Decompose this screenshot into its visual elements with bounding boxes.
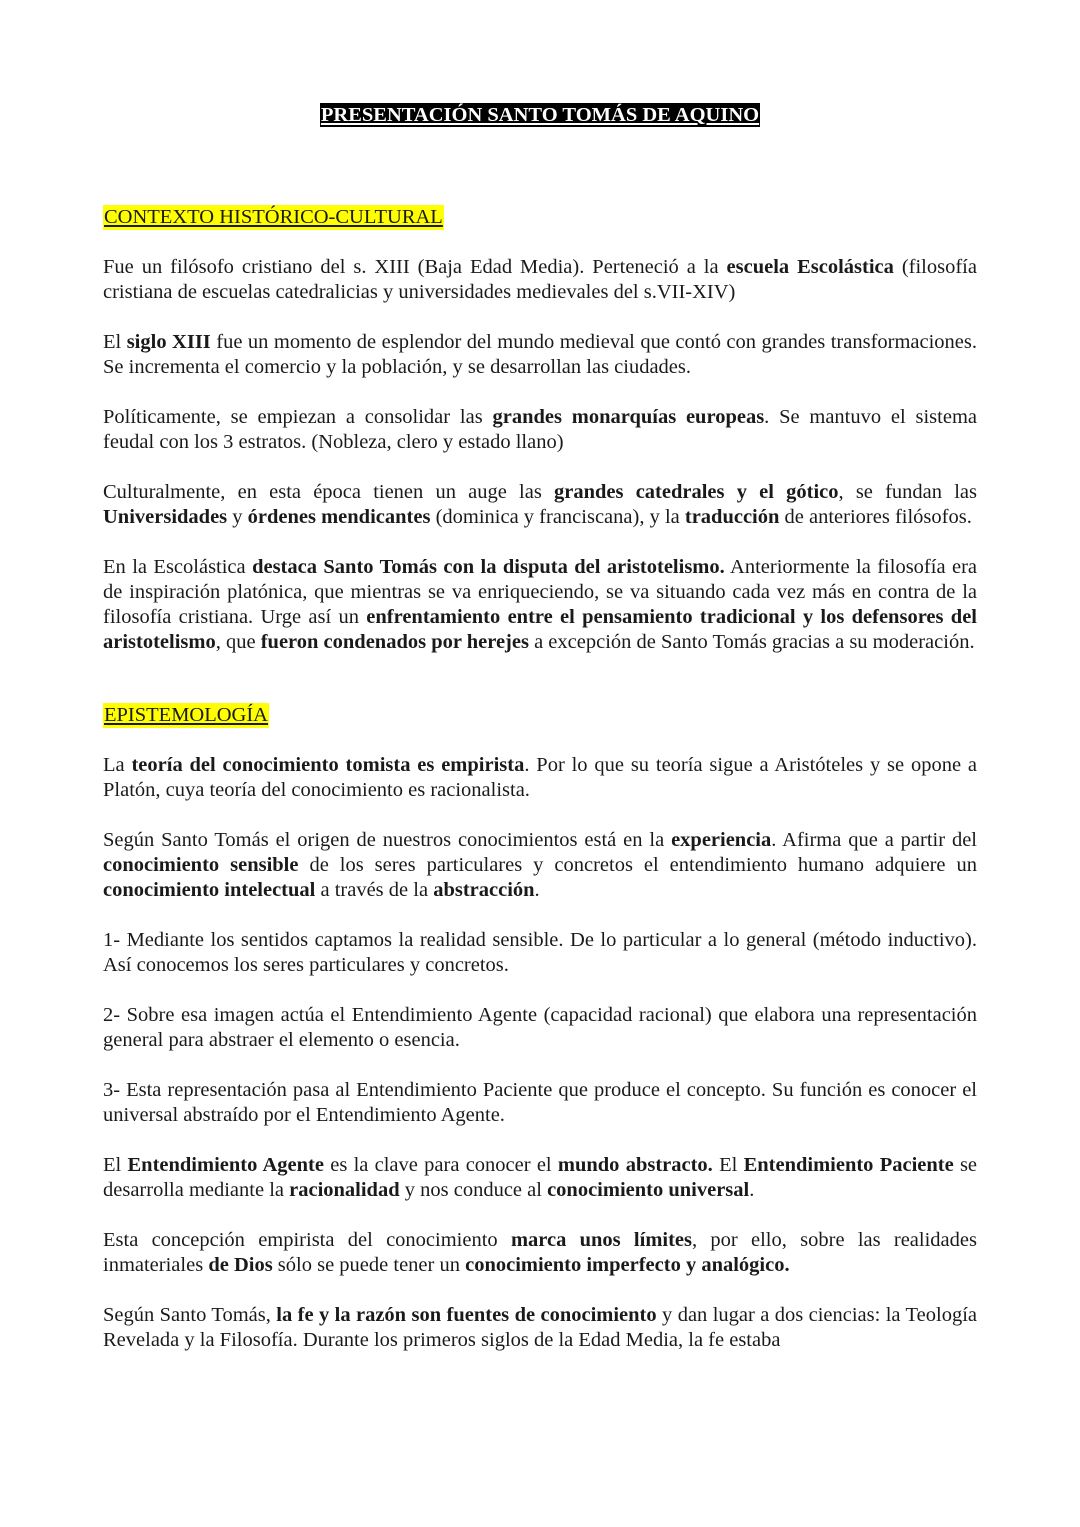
paragraph [103, 480, 977, 530]
bold-text: conocimiento intelectual [103, 879, 316, 901]
bold-text: Entendimiento Agente [127, 1154, 324, 1176]
section-epistemology [103, 703, 977, 1353]
bold-text: marca unos límites [510, 1229, 692, 1251]
paragraph [103, 255, 977, 305]
text-run: Políticamente, se empiezan a consolidar las [103, 406, 493, 428]
text-run: El [103, 1154, 128, 1176]
text-run: y [227, 506, 248, 528]
bold-text: fueron condenados por herejes [260, 631, 529, 653]
paragraph [103, 1153, 977, 1203]
text-run: . [749, 1179, 755, 1201]
bold-text: siglo XIII [126, 331, 211, 353]
bold-text: Entendimiento Paciente [743, 1154, 954, 1176]
text-run: La [103, 754, 132, 776]
text-run: Según Santo Tomás el origen de nuestros conocimientos está en la [103, 829, 672, 851]
text-run: Según Santo Tomás, [103, 1304, 277, 1326]
section-body [103, 255, 977, 655]
text-run: a excepción de Santo Tomás gracias a su moderación. [528, 631, 975, 653]
paragraph [103, 1303, 977, 1353]
text-run: 1- Mediante los sentidos captamos la realidad sensible. De lo particular a lo general (método inductivo). Así conocemos los seres particulares y concretos. [103, 929, 977, 976]
text-run: . Afirma que a partir del [771, 829, 978, 851]
paragraph [103, 928, 977, 978]
bold-text: mundo abstracto. [557, 1154, 713, 1176]
text-run: Fue un filósofo cristiano del s. XIII (Baja Edad Media). Perteneció a la [103, 256, 727, 278]
bold-text: grandes catedrales y el gótico [554, 481, 839, 503]
text-run: , que [215, 631, 261, 653]
bold-text: enfrentamiento entre el pensamiento tradicional y los defensores del aristotelismo [103, 606, 977, 653]
section-body [103, 753, 977, 1353]
paragraph [103, 753, 977, 803]
text-run: es la clave para conocer el [323, 1154, 558, 1176]
text-run: , se fundan las [838, 481, 977, 503]
bold-text: de Dios [208, 1254, 273, 1276]
bold-text: destaca Santo Tomás con la disputa del aristotelismo. [252, 556, 725, 578]
text-run: . [534, 879, 540, 901]
paragraph [103, 828, 977, 903]
text-run: (dominica y franciscana), y la [430, 506, 685, 528]
bold-text: la fe y la razón son fuentes de conocimiento [276, 1304, 657, 1326]
title-wrap [103, 0, 977, 143]
bold-text: abstracción [433, 879, 535, 901]
bold-text: experiencia [671, 829, 772, 851]
paragraph [103, 1228, 977, 1278]
bold-text: escuela Escolástica [726, 256, 894, 278]
text-run: y dan lugar a dos ciencias: la Teología Revelada y la Filosofía. Durante los primeros siglos de la Edad Media, la fe estaba [103, 1304, 977, 1351]
paragraph [103, 330, 977, 380]
text-run: En la Escolástica [103, 556, 253, 578]
paragraph [103, 1078, 977, 1128]
bold-text: conocimiento imperfecto y analógico. [465, 1254, 790, 1276]
section-heading: CONTEXTO HISTÓRICO-CULTURAL [104, 206, 443, 228]
text-run: 2- Sobre esa imagen actúa el Entendimiento Agente (capacidad racional) que elabora una representación general para abstraer el elemento o esencia. [103, 1004, 977, 1051]
text-run: (filosofía cristiana de escuelas catedralicias y universidades medievales del s.VII-XIV) [103, 256, 977, 303]
text-run: sólo se puede tener un [272, 1254, 466, 1276]
text-run: de los seres particulares y concretos el entendimiento humano adquiere un [298, 854, 977, 876]
text-run: de anteriores filósofos. [779, 506, 972, 528]
bold-text: Universidades [103, 506, 228, 528]
text-run: se desarrolla mediante la [103, 1154, 978, 1201]
text-run: 3- Esta representación pasa al Entendimiento Paciente que produce el concepto. Su función es conocer el universal abstraído por el Entendimiento Agente. [103, 1079, 977, 1126]
text-run: . Por lo que su teoría sigue a Aristóteles y se opone a Platón, cuya teoría del conocimiento es racionalista. [103, 754, 978, 801]
text-run: Anteriormente la filosofía era de inspiración platónica, que mientras se va enriqueciendo, se va situando cada vez más en contra de la filosofía cristiana. Urge así un [103, 556, 977, 628]
section-heading: EPISTEMOLOGÍA [104, 704, 268, 726]
text-run: Esta concepción empirista del conocimiento [103, 1229, 511, 1251]
text-run: y nos conduce al [399, 1179, 548, 1201]
bold-text: conocimiento universal [547, 1179, 750, 1201]
text-run: a través de la [315, 879, 434, 901]
text-run: El [712, 1154, 744, 1176]
bold-text: órdenes mendicantes [247, 506, 431, 528]
bold-text: grandes monarquías europeas [492, 406, 765, 428]
paragraph [103, 555, 977, 655]
text-run: , por ello, sobre las realidades inmateriales [103, 1229, 977, 1276]
section-context [103, 205, 977, 655]
paragraph [103, 1003, 977, 1053]
paragraph [103, 405, 977, 455]
bold-text: racionalidad [289, 1179, 400, 1201]
bold-text: teoría del conocimiento tomista es empirista [131, 754, 525, 776]
text-run: El [103, 331, 127, 353]
bold-text: traducción [684, 506, 780, 528]
text-run: . Se mantuvo el sistema feudal con los 3 estratos. (Nobleza, clero y estado llano) [103, 406, 977, 453]
document-title: PRESENTACIÓN SANTO TOMÁS DE AQUINO [320, 104, 760, 126]
bold-text: conocimiento sensible [103, 854, 299, 876]
text-run: fue un momento de esplendor del mundo medieval que contó con grandes transformaciones. Se incrementa el comercio y la población, y se desarrollan las ciudades. [103, 331, 978, 378]
text-run: Culturalmente, en esta época tienen un auge las [103, 481, 555, 503]
